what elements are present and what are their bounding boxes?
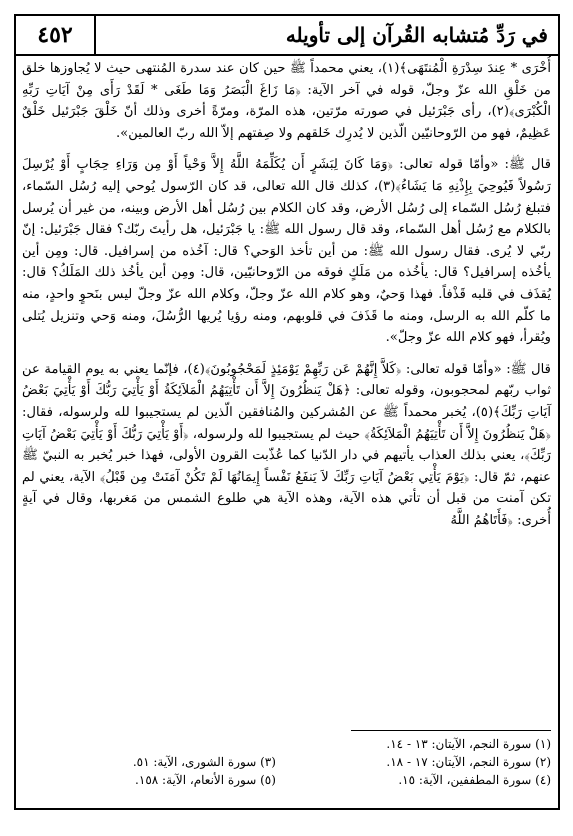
footnote-5: (٥) سورة الأنعام، الآية: ١٥٨. bbox=[135, 773, 276, 787]
footnote-4: (٤) سورة المطففين، الآية: ١٥. bbox=[398, 773, 551, 787]
footnote-spacer bbox=[22, 737, 276, 755]
footnote-3: (٣) سورة الشورى، الآية: ٥١. bbox=[132, 755, 276, 769]
paragraph: قال ﷺ: «وأمّا قوله تعالى: ﴿وَمَا كَانَ لِبَشَرٍ أَن يُكَلِّمَهُ اللَّهُ إِلاَّ وَحْياً أَوْ مِن وَرَاءِ حِجَابٍ أَوْ يُرْسِلَ رَسُولاً فَيُوحِيَ بِإِذْنِهِ مَا يَشَاءُ﴾(٣)، كذلك قال الله تعالى، قد كان الرّسول يُوحي إليه رُسُل السّماء، فتبلغ رُسُل السّماء إلى رُسُل الأرض، وقد كان الكلام بين رُسُل أهل الأرض وبينه، من غير أن يُرسل بالكلام مع رُسُل أهل السّماء، وقد قال رسول الله ﷺ: يا جَبْرَئيل، هل رأيتَ ربّك؟ فقال جَبْرَئيل: إنّ ربّي لا يُرى. فقال رسول الله ﷺ: من أين تأخذ الوَحي؟ قال: آخُذه من إسرافيل. قال: ومِن أين يأخُذه إسرافيل؟ قال: يأخُذه من مَلَكٍ فوقه من الرّوحانيّين، قال: ومِن أين يأخُذ ذلك المَلَكُ؟ قال: يُقذَف في قلبه قَذْفاً. فهذا وَحيٌ، وهو كلام الله عزّ وجلّ، وكلام الله عزّ وجلّ ليس بنَحوٍ واحدٍ، منه ما كلّم الله به الرسل، ومنه ما قَذَفَ في قلوبهم، ومنه رؤيا يُريها الرُّسُلَ، ومنه وَحي وتنزيل يُتلى ويُقرأ، فهو كلام الله عزّ وجلّ». bbox=[22, 157, 551, 346]
paragraph: قال ﷺ: «وأمّا قوله تعالى: ﴿كَلاَّ إِنَّهُمْ عَن رَبِّهِمْ يَوْمَئِذٍ لَمَحْجُوبُونَ﴾(٤)، فإنّما يعني به يوم القيامة عن ثواب ربّهم لمحجوبون، وقوله تعالى: ﴿هَلْ يَنظُرُونَ إِلاَّ أَن تَأْتِيَهُمُ الْمَلاَئِكَةُ أَوْ يَأْتِيَ رَبُّكَ أَوْ يَأْتِيَ بَعْضُ آيَاتِ رَبِّكَ﴾(٥)، يُخبر محمداً ﷺ عن المُشركين والمُنافقين الّذين لم يستجيبوا لله ولرسوله، فقال: ﴿هَلْ يَنظُرُونَ إِلاَّ أَن تَأْتِيَهُمُ الْمَلاَئِكَةُ﴾ حيث لم يستجيبوا لله ولرسوله، ﴿أَوْ يَأْتِيَ رَبُّكَ أَوْ يَأْتِيَ بَعْضُ آيَاتِ رَبِّكَ﴾، يعني بذلك العذاب يأتيهم في دار الدّنيا كما عُذّبت القرون الأولى، فهذا خبر يُخبر به النبيّ ﷺ عنهم، ثمّ قال: ﴿يَوْمَ يَأْتِي بَعْضُ آيَاتِ رَبِّكَ لاَ يَنفَعُ نَفْساً إِيمَانُهَا لَمْ تَكُنْ آمَنَتْ مِن قَبْلُ﴾ الآية، يعني لم تكن آمنت من قبل أن تأتي هذه الآية، وهذه الآية هي طلوع الشمس من مَغربها، وقال في آيةٍ أُخرى: ﴿فَأَتَاهُمُ اللَّهُ bbox=[22, 361, 552, 528]
page-header bbox=[16, 16, 558, 56]
main-text bbox=[22, 58, 551, 541]
footnote-divider bbox=[351, 730, 551, 731]
footnote-1: (١) سورة النجم، الآيتان: ١٣ - ١٤. bbox=[386, 737, 551, 751]
page-number: ٤٥٢ bbox=[16, 16, 96, 54]
running-title: في رَدِّ مُتشابه القُرآن إلى تأويله bbox=[285, 23, 548, 47]
footnote-2: (٢) سورة النجم، الآيتان: ١٧ - ١٨. bbox=[386, 755, 551, 769]
paragraph: أُخْرَى * عِندَ سِدْرَةِ الْمُنتَهَى﴾(١)، يعني محمداً ﷺ حين كان عند سدرة المُنتهى حيث لا يُجاوزها خلق من خَلْقِ الله عزّ وجلّ، قوله في آخر الآية: ﴿مَا زَاغَ الْبَصَرُ وَمَا طَغَى * لَقَدْ رَأَى مِنْ آيَاتِ رَبِّهِ الْكُبْرَى﴾(٢)، رأى جَبْرَئيل في صورته مرّتين، هذه المرّة، ومرّةً أخرى وذلك أنّ خَلْقَ جَبْرَئيل خَلْقٌ عَظِيمٌ، فهو من الرّوحانيّين الّذين لا يُدرِك خَلقهم ولا صِفتهم إلاّ الله ربّ العالمين». bbox=[22, 61, 551, 141]
footnotes bbox=[22, 730, 551, 791]
